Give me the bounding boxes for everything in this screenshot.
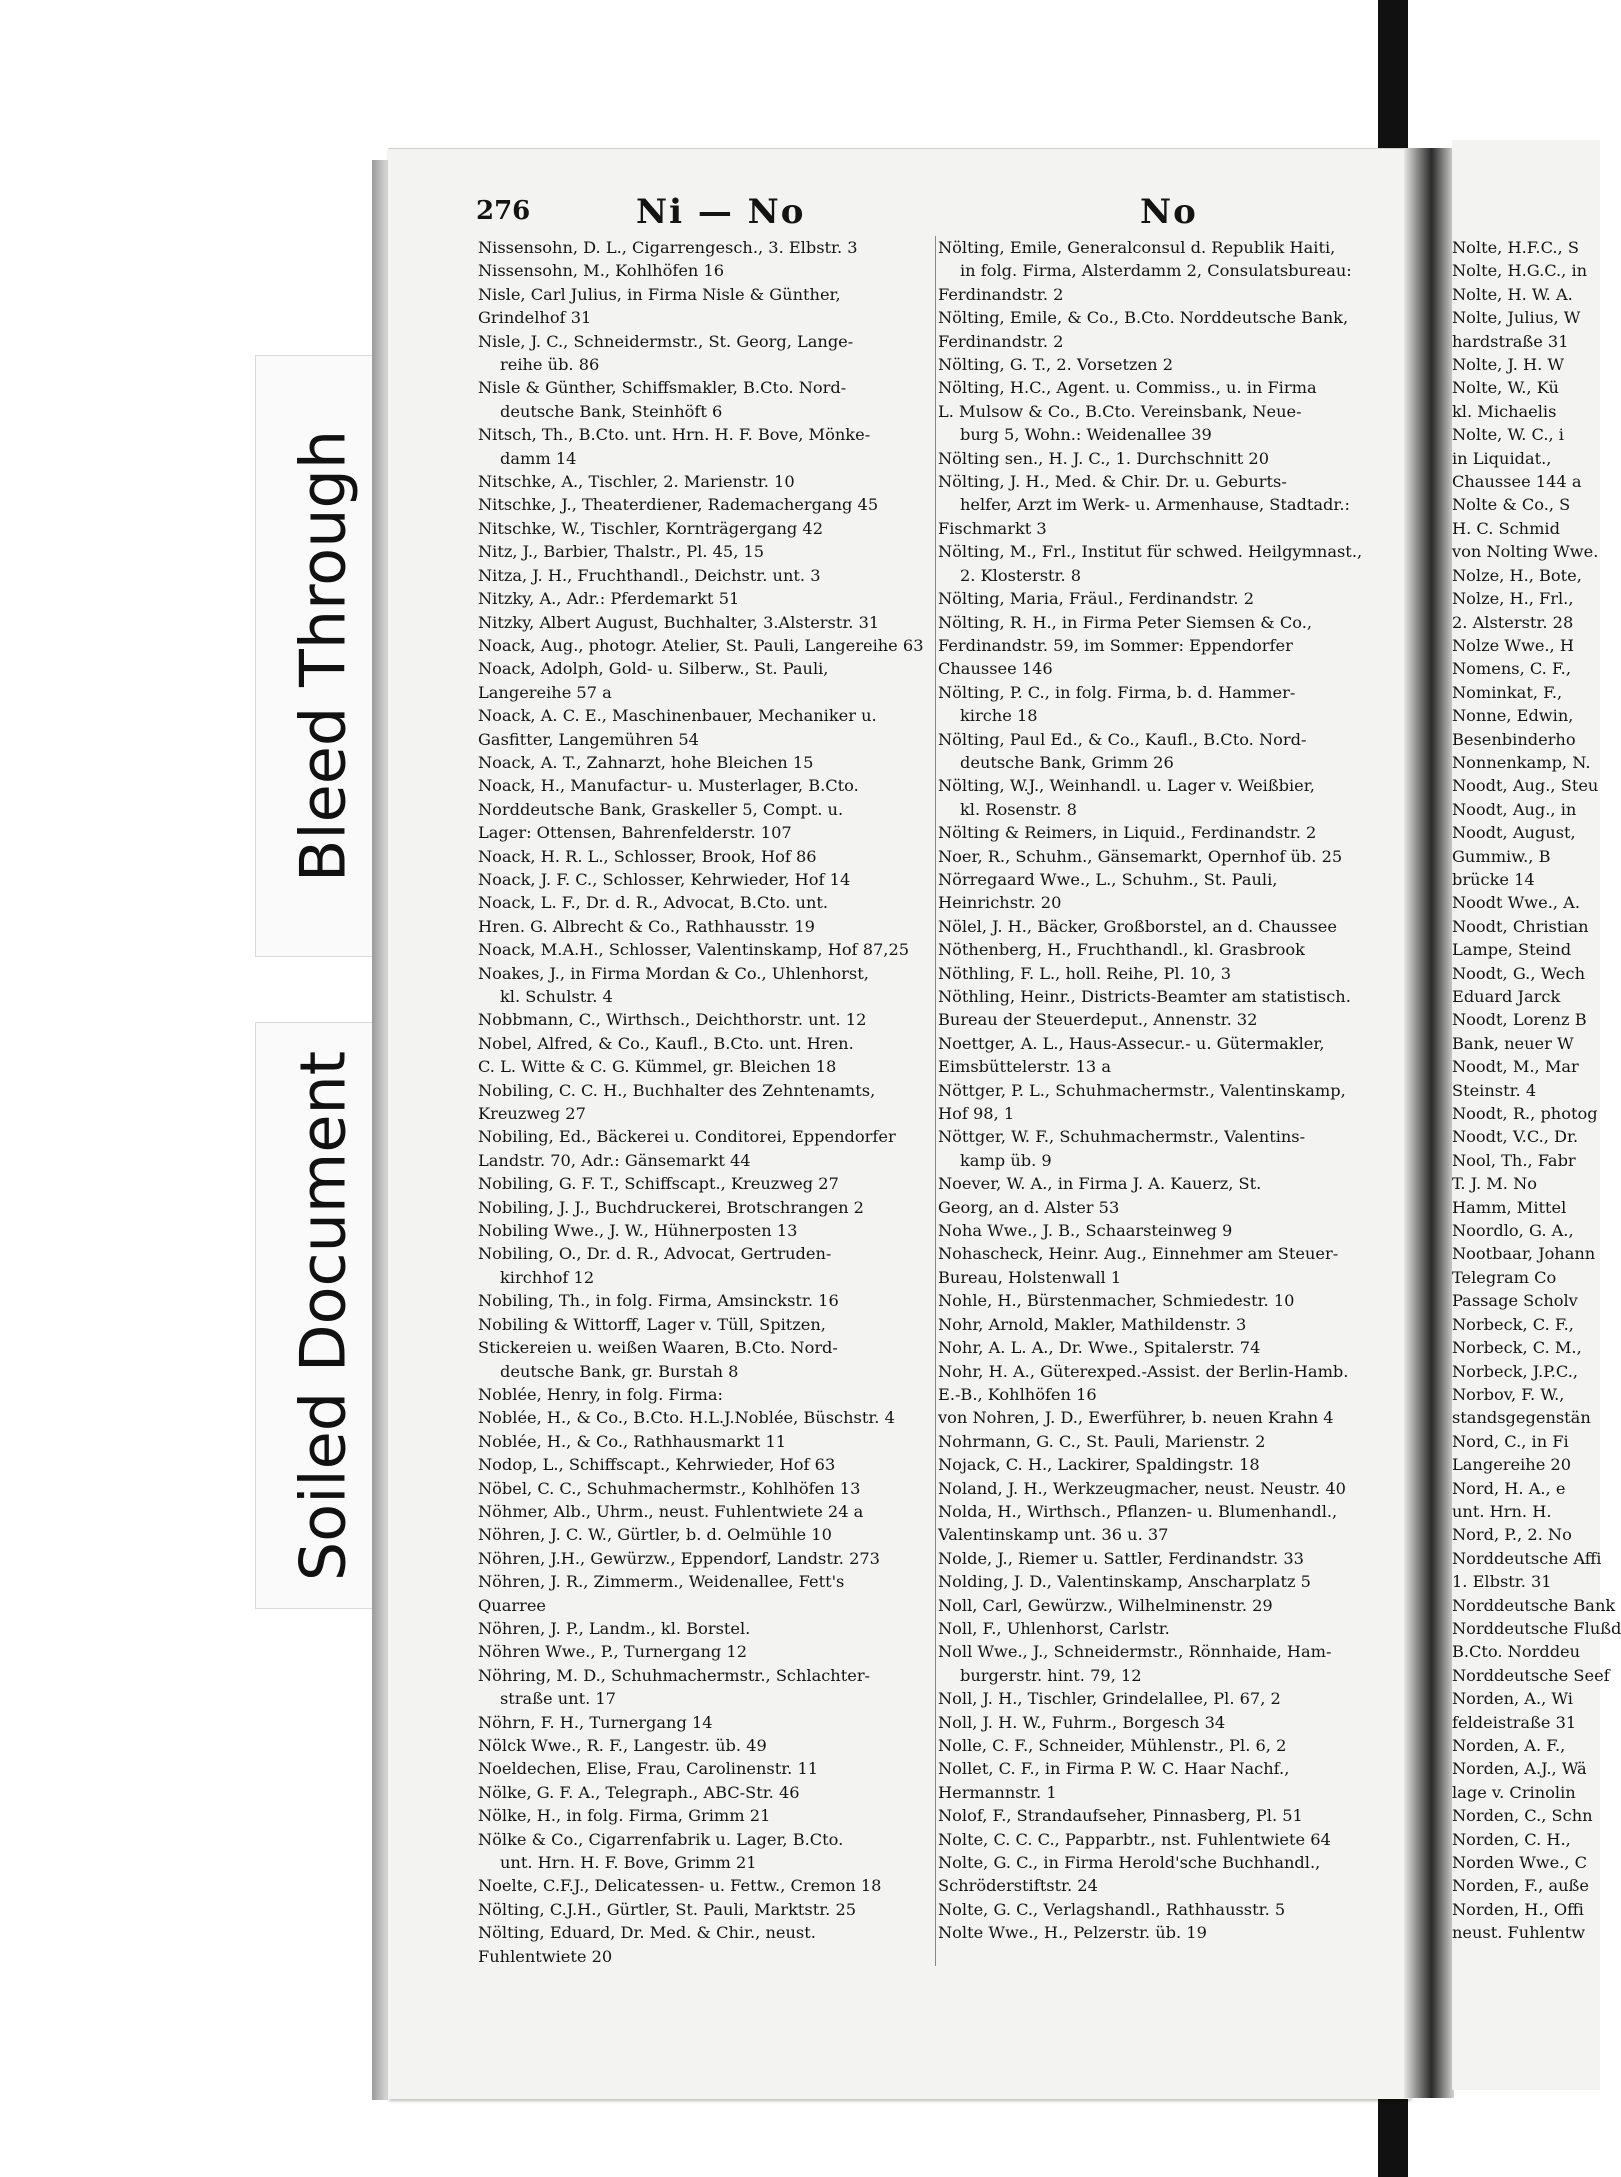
directory-line: Nohr, A. L. A., Dr. Wwe., Spitalerstr. 74 (938, 1338, 1261, 1358)
directory-line: burgerstr. hint. 79, 12 (960, 1665, 1142, 1685)
directory-line: Nisle, Carl Julius, in Firma Nisle & Günther, (478, 284, 841, 304)
next-page-line: Noodt Wwe., A. (1452, 893, 1581, 913)
directory-line: Nölting, J. H., Med. & Chir. Dr. u. Geburts- (938, 472, 1287, 492)
page-edge (372, 160, 388, 2100)
directory-line: Nitzky, A., Adr.: Pferdemarkt 51 (478, 589, 740, 609)
next-page-line: Norddeutsche Seef (1452, 1665, 1610, 1685)
next-page-line: Noodt, August, (1452, 823, 1576, 843)
next-page-line: hardstraße 31 (1452, 331, 1569, 351)
directory-line: Hren. G. Albrecht & Co., Rathhausstr. 19 (478, 916, 815, 936)
directory-line: Eimsbüttelerstr. 13 a (938, 1057, 1111, 1077)
directory-line: Nölting, Maria, Fräul., Ferdinandstr. 2 (938, 589, 1255, 609)
next-page-line: Norddeutsche Affi (1452, 1548, 1602, 1568)
directory-line: Nöhmer, Alb., Uhrm., neust. Fuhlentwiete 24 a (478, 1501, 864, 1521)
binding-strip-top (1378, 0, 1408, 148)
directory-line: Nitsch, Th., B.Cto. unt. Hrn. H. F. Bove, Mönke- (478, 425, 871, 445)
next-page-line: Norden, A. F., (1452, 1736, 1566, 1755)
directory-line: Nobiling, O., Dr. d. R., Advocat, Gertruden- (478, 1244, 832, 1264)
directory-line: Nitz, J., Barbier, Thalstr., Pl. 45, 15 (478, 542, 765, 562)
next-page-line: Nool, Th., Fabr (1452, 1150, 1576, 1170)
next-page-line: Nolte, W., Kü (1452, 378, 1559, 398)
bleed-through-tab (255, 355, 390, 957)
directory-line: Kreuzweg 27 (478, 1104, 586, 1124)
directory-line: Nölke & Co., Cigarrenfabrik u. Lager, B.Cto. (478, 1829, 844, 1849)
page-number: 276 (476, 196, 531, 226)
next-page-line: Nolte & Co., S (1452, 495, 1571, 515)
directory-line: Nölting, C.J.H., Gürtler, St. Pauli, Marktstr. 25 (478, 1899, 857, 1919)
directory-line: Nissensohn, D. L., Cigarrengesch., 3. Elbstr. 3 (478, 238, 858, 257)
directory-line: Nisle, J. C., Schneidermstr., St. Georg, Lange- (478, 331, 854, 351)
directory-line: Noack, A. T., Zahnarzt, hohe Bleichen 15 (478, 752, 814, 772)
next-page-line: Nolte, H.G.C., in (1452, 261, 1588, 281)
right-column (938, 236, 1402, 1945)
directory-line: Nolle, C. F., Schneider, Mühlenstr., Pl. 6, 2 (938, 1736, 1287, 1755)
directory-line: Nohle, H., Bürstenmacher, Schmiedestr. 10 (938, 1291, 1295, 1311)
directory-line: kamp üb. 9 (960, 1150, 1052, 1170)
directory-line: Nitschke, W., Tischler, Kornträgergang 42 (478, 518, 824, 538)
directory-line: Noblée, H., & Co., B.Cto. H.L.J.Noblée, Büschstr. 4 (478, 1408, 895, 1428)
next-page-line: Norden, C., Schn (1452, 1806, 1593, 1826)
directory-line: helfer, Arzt im Werk- u. Armenhause, Stadtadr.: (960, 495, 1350, 515)
directory-line: Nolte Wwe., H., Pelzerstr. üb. 19 (938, 1923, 1207, 1943)
directory-line: Nöhren, J. R., Zimmerm., Weidenallee, Fett's (478, 1572, 845, 1592)
next-page-line: Bank, neuer W (1452, 1033, 1574, 1053)
directory-line: Nojack, C. H., Lackirer, Spaldingstr. 18 (938, 1455, 1260, 1475)
directory-line: Nölting, Eduard, Dr. Med. & Chir., neust. (478, 1923, 816, 1943)
directory-line: Noack, H., Manufactur- u. Musterlager, B.Cto. (478, 776, 859, 796)
directory-line: Nölck Wwe., R. F., Langestr. üb. 49 (478, 1736, 767, 1755)
directory-line: Nohascheck, Heinr. Aug., Einnehmer am Steuer- (938, 1244, 1339, 1264)
directory-line: Nolding, J. D., Valentinskamp, Anscharplatz 5 (938, 1572, 1311, 1592)
directory-line: Noack, M.A.H., Schlosser, Valentinskamp, Hof 87,25 (478, 940, 910, 960)
next-page-line: 1. Elbstr. 31 (1452, 1572, 1552, 1592)
directory-line: Nobiling Wwe., J. W., Hühnerposten 13 (478, 1221, 798, 1241)
directory-line: kirchhof 12 (500, 1267, 595, 1287)
directory-line: Nölting, R. H., in Firma Peter Siemsen & Co., (938, 612, 1312, 632)
directory-line: Nobbmann, C., Wirthsch., Deichthorstr. unt. 12 (478, 1010, 867, 1030)
directory-line: Nobiling, Ed., Bäckerei u. Conditorei, Eppendorfer (478, 1127, 896, 1147)
next-page-line: Hamm, Mittel (1452, 1197, 1567, 1217)
directory-line: Noelte, C.F.J., Delicatessen- u. Fettw., Cremon 18 (478, 1876, 882, 1896)
directory-line: Georg, an d. Alster 53 (938, 1197, 1120, 1217)
directory-line: Langereihe 57 a (478, 682, 612, 702)
directory-line: Quarree (478, 1595, 546, 1615)
next-page-line: Noodt, Lorenz B (1452, 1010, 1587, 1030)
next-page-line: Noodt, G., Wech (1452, 963, 1585, 983)
directory-line: burg 5, Wohn.: Weidenallee 39 (960, 425, 1212, 445)
directory-line: Nobiling, J. J., Buchdruckerei, Brotschrangen 2 (478, 1197, 864, 1217)
directory-line: Nöhren, J. C. W., Gürtler, b. d. Oelmühle 10 (478, 1525, 832, 1545)
next-page-line: Norddeutsche Flußd (1452, 1618, 1621, 1638)
next-page-line: Noodt, Christian (1452, 916, 1589, 936)
next-page-line: Noodt, V.C., Dr. (1452, 1127, 1579, 1147)
directory-line: Nodop, L., Schiffscapt., Kehrwieder, Hof 63 (478, 1455, 836, 1475)
directory-line: Noll Wwe., J., Schneidermstr., Rönnhaide, Ham- (938, 1642, 1332, 1662)
directory-line: Nolde, J., Riemer u. Sattler, Ferdinandstr. 33 (938, 1548, 1304, 1568)
soiled-document-tab (255, 1022, 390, 1609)
next-page-line: brücke 14 (1452, 869, 1535, 889)
directory-line: Nissensohn, M., Kohlhöfen 16 (478, 261, 725, 281)
book-gutter (1404, 148, 1454, 2098)
next-page-line: Norddeutsche Bank (1452, 1595, 1616, 1615)
directory-line: Nölting, Emile, Generalconsul d. Republik Haiti, (938, 238, 1336, 257)
directory-line: Noeldechen, Elise, Frau, Carolinenstr. 11 (478, 1759, 819, 1779)
directory-line: Bureau der Steuerdeput., Annenstr. 32 (938, 1010, 1258, 1030)
directory-line: Noha Wwe., J. B., Schaarsteinweg 9 (938, 1221, 1233, 1241)
next-page-line: Nootbaar, Johann (1452, 1244, 1596, 1264)
next-page-line: Nomens, C. F., (1452, 659, 1571, 679)
directory-line: Nolof, F., Strandaufseher, Pinnasberg, Pl. 51 (938, 1806, 1303, 1826)
next-page-line: Noodt, R., photog (1452, 1104, 1598, 1124)
directory-line: Nöttger, W. F., Schuhmachermstr., Valentins- (938, 1127, 1306, 1147)
directory-line: Nobiling, C. C. H., Buchhalter des Zehntenamts, (478, 1080, 876, 1100)
directory-line: Lager: Ottensen, Bahrenfelderstr. 107 (478, 823, 792, 843)
directory-line: Nöthling, Heinr., Districts-Beamter am statistisch. (938, 987, 1351, 1006)
next-page-line: Norbeck, C. M., (1452, 1338, 1582, 1358)
next-page-line: in Liquidat., (1452, 448, 1552, 468)
directory-line: Nobiling & Wittorff, Lager v. Tüll, Spitzen, (478, 1314, 826, 1334)
directory-line: Nöhren Wwe., P., Turnergang 12 (478, 1642, 748, 1662)
next-page-line: Nolte, W. C., i (1452, 425, 1564, 445)
directory-line: Nobiling, Th., in folg. Firma, Amsinckstr. 16 (478, 1291, 839, 1311)
directory-line: Nölke, G. F. A., Telegraph., ABC-Str. 46 (478, 1782, 800, 1802)
directory-line: Nohr, Arnold, Makler, Mathildenstr. 3 (938, 1314, 1247, 1334)
directory-line: Fuhlentwiete 20 (478, 1946, 613, 1966)
next-page-line: Norden, C. H., (1452, 1829, 1571, 1849)
right-running-title: No (1140, 192, 1198, 232)
next-page-line: Nord, P., 2. No (1452, 1525, 1572, 1545)
directory-line: Nölting, P. C., in folg. Firma, b. d. Hammer- (938, 682, 1296, 702)
next-page-line: T. J. M. No (1452, 1174, 1538, 1194)
directory-line: Bureau, Holstenwall 1 (938, 1267, 1122, 1287)
next-page-line: Nolte, Julius, W (1452, 308, 1581, 328)
next-page-line: Telegram Co (1452, 1267, 1557, 1287)
directory-line: Nohrmann, G. C., St. Pauli, Marienstr. 2 (938, 1431, 1266, 1451)
next-page-line: standsgegenstän (1452, 1408, 1591, 1428)
directory-line: Fischmarkt 3 (938, 518, 1047, 538)
next-page-line: Nord, C., in Fi (1452, 1431, 1569, 1451)
next-page-line: H. C. Schmid (1452, 518, 1560, 538)
next-page-line: Nolte, H. W. A. (1452, 284, 1573, 304)
directory-line: Grindelhof 31 (478, 308, 592, 328)
directory-line: Nohr, H. A., Güterexped.-Assist. der Berlin-Hamb. (938, 1361, 1349, 1381)
directory-line: damm 14 (500, 448, 577, 468)
next-page-line: Nord, H. A., e (1452, 1478, 1566, 1498)
directory-line: C. L. Witte & C. G. Kümmel, gr. Bleichen 18 (478, 1057, 837, 1077)
next-page-line: Noodt, Aug., in (1452, 799, 1577, 819)
directory-line: Noack, J. F. C., Schlosser, Kehrwieder, Hof 14 (478, 869, 851, 889)
directory-line: kl. Rosenstr. 8 (960, 799, 1077, 819)
directory-line: Nölting, W.J., Weinhandl. u. Lager v. Weißbier, (938, 776, 1315, 796)
directory-line: Noack, Adolph, Gold- u. Silberw., St. Pauli, (478, 659, 829, 679)
next-page-line: 2. Alsterstr. 28 (1452, 612, 1574, 632)
directory-line: Gasfitter, Langemühren 54 (478, 729, 699, 749)
directory-line: unt. Hrn. H. F. Bove, Grimm 21 (500, 1853, 757, 1873)
directory-line: Nitschke, A., Tischler, 2. Marienstr. 10 (478, 472, 795, 492)
directory-line: Nölting sen., H. J. C., 1. Durchschnitt 20 (938, 448, 1270, 468)
directory-line: Noblée, Henry, in folg. Firma: (478, 1384, 723, 1404)
directory-line: Nölting & Reimers, in Liquid., Ferdinandstr. 2 (938, 823, 1317, 843)
next-page-line: Langereihe 20 (1452, 1455, 1572, 1475)
directory-line: Nobel, Alfred, & Co., Kaufl., B.Cto. unt. Hren. (478, 1033, 854, 1053)
directory-line: 2. Klosterstr. 8 (960, 565, 1082, 585)
next-page-line: Nonne, Edwin, (1452, 706, 1574, 726)
directory-line: Stickereien u. weißen Waaren, B.Cto. Nord- (478, 1338, 838, 1358)
next-page-line: Gummiw., B (1452, 846, 1551, 866)
directory-line: Schröderstiftstr. 24 (938, 1876, 1098, 1896)
next-page-line: von Nolting Wwe. (1452, 542, 1599, 562)
directory-line: E.-B., Kohlhöfen 16 (938, 1384, 1097, 1404)
directory-line: kl. Schulstr. 4 (500, 987, 613, 1006)
next-page-line: Nolze, H., Bote, (1452, 565, 1582, 585)
directory-line: Noakes, J., in Firma Mordan & Co., Uhlenhorst, (478, 963, 869, 983)
directory-line: Nöbel, C. C., Schuhmachermstr., Kohlhöfen 13 (478, 1478, 861, 1498)
next-page-line: Noodt, M., Mar (1452, 1057, 1579, 1077)
directory-line: reihe üb. 86 (500, 355, 600, 375)
directory-line: Noack, A. C. E., Maschinenbauer, Mechaniker u. (478, 706, 877, 726)
directory-line: Nölting, G. T., 2. Vorsetzen 2 (938, 355, 1173, 375)
directory-line: Nölting, Paul Ed., & Co., Kaufl., B.Cto. Nord- (938, 729, 1307, 749)
next-page-line: neust. Fuhlentw (1452, 1923, 1586, 1943)
next-page-line: Nolte, H.F.C., S (1452, 238, 1579, 257)
directory-line: Noblée, H., & Co., Rathhausmarkt 11 (478, 1431, 787, 1451)
soiled-document-label: Soiled Document (286, 1050, 359, 1581)
directory-line: Nörregaard Wwe., L., Schuhm., St. Pauli, (938, 869, 1278, 889)
directory-line: straße unt. 17 (500, 1689, 616, 1709)
directory-line: Noll, J. H., Tischler, Grindelallee, Pl. 67, 2 (938, 1689, 1281, 1709)
directory-line: Nitzky, Albert August, Buchhalter, 3.Alsterstr. 31 (478, 612, 880, 632)
directory-line: Noll, J. H. W., Fuhrm., Borgesch 34 (938, 1712, 1226, 1732)
directory-line: Nitza, J. H., Fruchthandl., Deichstr. unt. 3 (478, 565, 821, 585)
directory-line: Heinrichstr. 20 (938, 893, 1062, 913)
bleed-through-label: Bleed Through (286, 429, 359, 883)
next-page-line: Norden, A.J., Wä (1452, 1759, 1587, 1779)
directory-line: Nollet, C. F., in Firma P. W. C. Haar Nachf., (938, 1759, 1290, 1779)
directory-line: Nöhren, J.H., Gewürzw., Eppendorf, Landstr. 273 (478, 1548, 880, 1568)
directory-line: kirche 18 (960, 706, 1038, 726)
directory-line: Noack, Aug., photogr. Atelier, St. Pauli, Langereihe 63 (478, 635, 924, 655)
directory-line: Valentinskamp unt. 36 u. 37 (938, 1525, 1169, 1545)
directory-line: Noettger, A. L., Haus-Assecur.- u. Gütermakler, (938, 1033, 1325, 1053)
directory-line: Nölel, J. H., Bäcker, Großborstel, an d. Chaussee (938, 916, 1337, 936)
left-column (478, 236, 938, 1968)
next-page-line: Norden, H., Offi (1452, 1899, 1584, 1919)
directory-line: Ferdinandstr. 2 (938, 284, 1064, 304)
directory-line: Hof 98, 1 (938, 1104, 1015, 1124)
directory-line: Norddeutsche Bank, Graskeller 5, Compt. u. (478, 799, 844, 819)
directory-line: Ferdinandstr. 2 (938, 331, 1064, 351)
next-page-line: Nonnenkamp, N. (1452, 752, 1591, 772)
next-page-column (1452, 236, 1621, 1945)
directory-line: Noever, W. A., in Firma J. A. Kauerz, St. (938, 1174, 1262, 1194)
directory-line: Noack, H. R. L., Schlosser, Brook, Hof 86 (478, 846, 817, 866)
directory-line: Nölke, H., in folg. Firma, Grimm 21 (478, 1806, 771, 1826)
directory-line: Chaussee 146 (938, 659, 1053, 679)
directory-line: Nöttger, P. L., Schuhmachermstr., Valentinskamp, (938, 1080, 1346, 1100)
directory-line: L. Mulsow & Co., B.Cto. Vereinsbank, Neue- (938, 401, 1302, 421)
directory-line: deutsche Bank, Steinhöft 6 (500, 401, 723, 421)
next-page-line: Chaussee 144 a (1452, 472, 1582, 492)
next-page-line: Passage Scholv (1452, 1291, 1578, 1311)
directory-line: deutsche Bank, gr. Burstah 8 (500, 1361, 739, 1381)
next-page-line: Nolze, H., Frl., (1452, 589, 1574, 609)
directory-line: von Nohren, J. D., Ewerführer, b. neuen Krahn 4 (938, 1408, 1334, 1428)
directory-line: Nöhrn, F. H., Turnergang 14 (478, 1712, 713, 1732)
next-page-line: Norbov, F. W., (1452, 1384, 1565, 1404)
directory-line: Noer, R., Schuhm., Gänsemarkt, Opernhof üb. 25 (938, 846, 1343, 866)
directory-line: Nöhring, M. D., Schuhmachermstr., Schlachter- (478, 1665, 871, 1685)
directory-line: Nöthling, F. L., holl. Reihe, Pl. 10, 3 (938, 963, 1232, 983)
next-page-line: Noodt, Aug., Steu (1452, 776, 1599, 796)
next-page-line: kl. Michaelis (1452, 401, 1557, 421)
next-page-line: B.Cto. Norddeu (1452, 1642, 1581, 1662)
next-page-line: Noordlo, G. A., (1452, 1221, 1574, 1241)
directory-line: in folg. Firma, Alsterdamm 2, Consulatsbureau: (960, 261, 1352, 281)
next-page-line: Lampe, Steind (1452, 940, 1572, 960)
directory-line: Nolte, G. C., Verlagshandl., Rathhausstr. 5 (938, 1899, 1286, 1919)
directory-line: Nöhren, J. P., Landm., kl. Borstel. (478, 1618, 751, 1638)
next-page-line: unt. Hrn. H. (1452, 1501, 1552, 1521)
directory-line: Nolte, C. C. C., Papparbtr., nst. Fuhlentwiete 64 (938, 1829, 1331, 1849)
directory-line: Nölting, M., Frl., Institut für schwed. Heilgymnast., (938, 542, 1363, 562)
directory-line: Nolda, H., Wirthsch., Pflanzen- u. Blumenhandl., (938, 1501, 1338, 1521)
directory-line: Noack, L. F., Dr. d. R., Advocat, B.Cto. unt. (478, 893, 829, 913)
directory-line: Nolte, G. C., in Firma Herold'sche Buchhandl., (938, 1853, 1321, 1873)
directory-line: Noll, Carl, Gewürzw., Wilhelminenstr. 29 (938, 1595, 1273, 1615)
next-page-line: Norden, F., auße (1452, 1876, 1589, 1896)
directory-line: Nisle & Günther, Schiffsmakler, B.Cto. Nord- (478, 378, 847, 398)
directory-line: Nöthenberg, H., Fruchthandl., kl. Grasbrook (938, 940, 1305, 960)
directory-line: Landstr. 70, Adr.: Gänsemarkt 44 (478, 1150, 751, 1170)
next-page-line: lage v. Crinolin (1452, 1782, 1576, 1802)
next-page-line: Nominkat, F., (1452, 682, 1563, 702)
directory-line: Noland, J. H., Werkzeugmacher, neust. Neustr. 40 (938, 1478, 1346, 1498)
next-page-line: Norden Wwe., C (1452, 1853, 1588, 1873)
next-page-line: feldeistraße 31 (1452, 1712, 1577, 1732)
next-page-line: Norden, A., Wi (1452, 1689, 1573, 1709)
next-page-line: Norbeck, C. F., (1452, 1314, 1574, 1334)
directory-line: Nitschke, J., Theaterdiener, Rademachergang 45 (478, 495, 879, 515)
next-page-line: Besenbinderho (1452, 729, 1576, 749)
directory-line: Nölting, H.C., Agent. u. Commiss., u. in Firma (938, 378, 1317, 398)
left-running-title: Ni — No (636, 192, 806, 232)
next-page-line: Nolze Wwe., H (1452, 635, 1574, 655)
directory-line: Nobiling, G. F. T., Schiffscapt., Kreuzweg 27 (478, 1174, 839, 1194)
next-page-line: Norbeck, J.P.C., (1452, 1361, 1578, 1381)
next-page-line: Nolte, J. H. W (1452, 355, 1565, 375)
next-page-line: Steinstr. 4 (1452, 1080, 1537, 1100)
directory-line: Hermannstr. 1 (938, 1782, 1057, 1802)
next-page-line: Eduard Jarck (1452, 987, 1561, 1006)
directory-line: deutsche Bank, Grimm 26 (960, 752, 1174, 772)
directory-line: Ferdinandstr. 59, im Sommer: Eppendorfer (938, 635, 1293, 655)
directory-line: Nölting, Emile, & Co., B.Cto. Norddeutsche Bank, (938, 308, 1349, 328)
directory-line: Noll, F., Uhlenhorst, Carlstr. (938, 1618, 1170, 1638)
